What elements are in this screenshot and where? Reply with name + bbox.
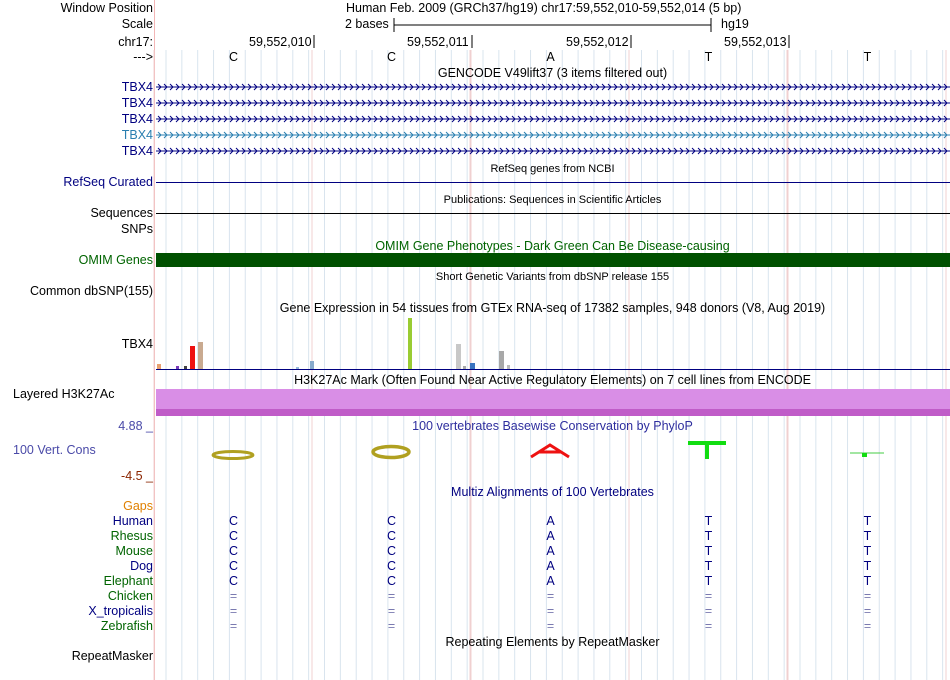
gencode-item-label[interactable]: TBX4	[121, 80, 153, 94]
position-tick-label: 59,552,011	[407, 35, 469, 49]
alignment-base: =	[704, 619, 713, 633]
assembly-label: hg19	[721, 17, 749, 31]
gtex-bar	[157, 364, 161, 369]
alignment-base: =	[704, 604, 713, 618]
species-label[interactable]: Human	[112, 514, 153, 528]
alignment-base: T	[863, 574, 872, 588]
phylop-max-label: 4.88 _	[118, 419, 153, 433]
repeatmasker-track-title[interactable]: Repeating Elements by RepeatMasker	[445, 635, 660, 649]
phylop-letter-t	[862, 453, 867, 457]
alignment-base: A	[546, 559, 555, 573]
alignment-base: C	[229, 574, 239, 588]
alignment-base: =	[546, 619, 555, 633]
omim-track-label[interactable]: OMIM Genes	[78, 253, 153, 267]
omim-bar	[156, 253, 950, 267]
gtex-bar	[176, 366, 179, 369]
species-label[interactable]: Dog	[130, 559, 153, 573]
alignment-base: =	[387, 589, 396, 603]
gtex-bar	[190, 346, 195, 369]
alignment-base: C	[387, 559, 397, 573]
gtex-bar	[507, 365, 510, 369]
position-tick-label: 59,552,010	[249, 35, 312, 49]
phylop-min-label: -4.5 _	[121, 469, 153, 483]
alignment-base: =	[546, 589, 555, 603]
chrom-label: chr17:	[118, 35, 153, 49]
alignment-base: T	[704, 529, 713, 543]
gtex-bar	[470, 363, 475, 369]
omim-track-title[interactable]: OMIM Gene Phenotypes - Dark Green Can Be Disease-causing	[375, 239, 730, 253]
h3k27ac-track-label[interactable]: Layered H3K27Ac	[13, 387, 115, 401]
window-position-text: Human Feb. 2009 (GRCh37/hg19) chr17:59,552,010-59,552,014 (5 bp)	[346, 1, 742, 15]
gtex-bar	[499, 351, 504, 369]
dbsnp-track-title[interactable]: Short Genetic Variants from dbSNP release 155	[435, 271, 670, 283]
alignment-base: =	[229, 589, 238, 603]
alignment-base: T	[863, 544, 872, 558]
alignment-base: =	[387, 604, 396, 618]
gtex-bar	[296, 367, 299, 369]
reference-base: T	[704, 50, 713, 64]
alignment-base: T	[863, 529, 872, 543]
position-tick-label: 59,552,013	[724, 35, 787, 49]
gtex-bar	[310, 361, 314, 369]
window-position-label: Window Position	[60, 1, 153, 15]
alignment-base: T	[863, 559, 872, 573]
gtex-bar	[408, 318, 412, 369]
alignment-base: T	[704, 559, 713, 573]
alignment-base: =	[229, 604, 238, 618]
alignment-base: T	[704, 514, 713, 528]
alignment-base: =	[863, 589, 872, 603]
alignment-base: T	[863, 514, 872, 528]
alignment-base: A	[546, 514, 555, 528]
phylop-letter-a	[531, 445, 569, 457]
snps-track-label[interactable]: SNPs	[121, 222, 153, 236]
repeatmasker-track-label[interactable]: RepeatMasker	[71, 649, 153, 663]
h3k27ac-track-title[interactable]: H3K27Ac Mark (Often Found Near Active Regulatory Elements) on 7 cell lines from ENCODE	[294, 373, 811, 387]
alignment-base: C	[229, 514, 239, 528]
position-tick-label: 59,552,012	[566, 35, 629, 49]
alignment-base: C	[229, 529, 239, 543]
scale-label: Scale	[121, 17, 153, 31]
species-label[interactable]: Zebrafish	[100, 619, 153, 633]
gaps-label: Gaps	[123, 499, 153, 513]
gencode-item-label[interactable]: TBX4	[121, 112, 153, 126]
scale-text: 2 bases	[345, 17, 389, 31]
alignment-base: =	[863, 604, 872, 618]
publications-track-title[interactable]: Publications: Sequences in Scientific Articles	[443, 194, 662, 206]
alignment-base: C	[387, 514, 397, 528]
alignment-base: =	[863, 619, 872, 633]
reference-base: C	[229, 50, 239, 64]
alignment-base: C	[229, 544, 239, 558]
gtex-track-label[interactable]: TBX4	[121, 337, 153, 351]
species-label[interactable]: Elephant	[103, 574, 153, 588]
h3k27ac-band	[156, 389, 950, 409]
alignment-base: A	[546, 574, 555, 588]
alignment-base: T	[704, 574, 713, 588]
h3k27ac-band	[156, 409, 950, 416]
alignment-base: C	[387, 574, 397, 588]
alignment-base: C	[387, 544, 397, 558]
alignment-base: C	[387, 529, 397, 543]
reference-base: T	[863, 50, 872, 64]
phylop-track-title[interactable]: 100 vertebrates Basewise Conservation by PhyloP	[412, 419, 693, 433]
alignment-base: =	[229, 619, 238, 633]
gencode-track-title[interactable]: GENCODE V49lift37 (3 items filtered out)	[437, 66, 668, 80]
refseq-track-title[interactable]: RefSeq genes from NCBI	[490, 163, 615, 175]
phylop-letter-c	[213, 452, 253, 459]
gtex-bar	[198, 342, 203, 369]
gtex-bar	[456, 344, 461, 369]
refseq-track-label[interactable]: RefSeq Curated	[63, 175, 153, 189]
reference-base: A	[546, 50, 555, 64]
gencode-item-label[interactable]: TBX4	[121, 96, 153, 110]
alignment-base: A	[546, 544, 555, 558]
alignment-base: =	[387, 619, 396, 633]
alignment-base: =	[704, 589, 713, 603]
gencode-item-label[interactable]: TBX4	[121, 144, 153, 158]
species-label[interactable]: Chicken	[107, 589, 153, 603]
dbsnp-track-label[interactable]: Common dbSNP(155)	[30, 284, 153, 298]
gtex-bar	[463, 366, 466, 369]
gtex-track-title[interactable]: Gene Expression in 54 tissues from GTEx RNA-seq of 17382 samples, 948 donors (V8, Aug 2019)	[279, 301, 826, 315]
gencode-item-label[interactable]: TBX4	[121, 128, 153, 142]
alignment-base: A	[546, 529, 555, 543]
species-label[interactable]: Mouse	[115, 544, 153, 558]
species-label[interactable]: Rhesus	[110, 529, 153, 543]
reference-base: C	[387, 50, 397, 64]
multiz-track-title[interactable]: Multiz Alignments of 100 Vertebrates	[451, 485, 654, 499]
publications-track-label[interactable]: Sequences	[90, 206, 153, 220]
alignment-base: =	[546, 604, 555, 618]
species-label[interactable]: X_tropicalis	[88, 604, 153, 618]
strand-label: --->	[133, 50, 153, 64]
phylop-track-label[interactable]: 100 Vert. Cons	[13, 443, 96, 457]
alignment-base: T	[704, 544, 713, 558]
alignment-base: C	[229, 559, 239, 573]
gtex-bar	[184, 366, 187, 369]
